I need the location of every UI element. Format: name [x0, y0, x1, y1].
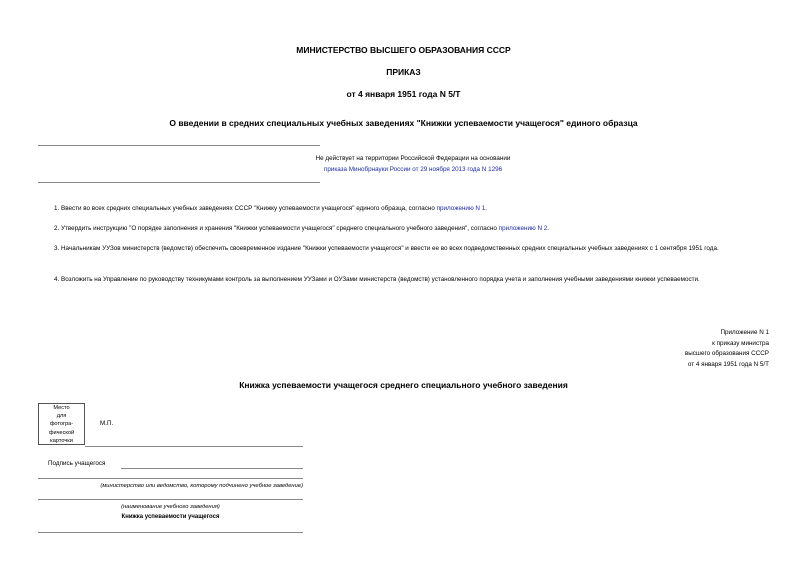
appendix-ref	[685, 328, 769, 370]
photo-line-1: Место	[53, 405, 70, 411]
institution-line	[38, 499, 303, 500]
form-title: Книжка успеваемости учащегося среднего специального учебного заведения	[239, 380, 568, 390]
paragraph-1-text: 1. Ввести во всех средних специальных учебных заведениях СССР "Книжку успеваемости учащегося" единого образца, согласно	[54, 205, 437, 212]
institution-caption: (наименование учебного заведения)	[121, 504, 220, 510]
appendix-2-link[interactable]: приложению N 2	[498, 225, 548, 232]
paragraph-4	[38, 275, 769, 286]
photo-placeholder	[38, 403, 85, 445]
photo-line-4: фической	[48, 429, 75, 436]
divider-bottom	[38, 182, 320, 183]
ministry-title: МИНИСТЕРСТВО ВЫСШЕГО ОБРАЗОВАНИЯ СССР	[296, 45, 511, 55]
photo-line-3: фотогра-	[49, 421, 74, 428]
ministry-caption: (министерство или ведомство, которому подчинено учебное заведение)	[100, 483, 303, 489]
doc-type: ПРИКАЗ	[386, 67, 421, 77]
signature-line	[121, 468, 303, 469]
paragraph-3-text: 3. Начальникам УУЗов министерств (ведомств) обеспечить своевременное издание "Книжки успеваемости учащегося" и ввести ее во всех подведомственных средних специальных учебных заведениях с 1 сентября 1951 года.	[54, 245, 719, 252]
appendix-line-4: от 4 января 1951 года N 5/Т	[687, 360, 769, 368]
appendix-line-3: высшего образования СССР	[684, 350, 769, 357]
booklet-line	[38, 532, 303, 533]
paragraph-2	[38, 224, 769, 235]
ministry-line	[38, 478, 303, 479]
appendix-line-1: Приложение N 1	[720, 329, 769, 336]
stamp-label: М.П.	[100, 420, 114, 427]
signature-label: Подпись учащегося	[48, 460, 106, 467]
appendix-line-2: к приказу министра	[712, 339, 769, 347]
paragraph-3	[38, 244, 769, 255]
photo-line-2: для	[56, 413, 67, 420]
doc-date-number: от 4 января 1951 года N 5/Т	[346, 89, 461, 99]
appendix-1-link[interactable]: приложению N 1	[436, 205, 486, 212]
divider-top	[38, 145, 320, 146]
paragraph-2-end: .	[547, 225, 550, 232]
paragraph-2-text: 2. Утвердить инструкцию "О порядке заполнения и хранения "Книжки успеваемости учащегося" среднего специального учебного заведения", согласно	[54, 225, 499, 232]
photo-baseline	[85, 446, 303, 447]
photo-line-5: карточки	[50, 437, 73, 444]
doc-subject: О введении в средних специальных учебных заведениях "Книжки успеваемости учащегося" единого образца	[169, 118, 638, 128]
notice-text: Не действует на территории Российской Федерации на основании	[315, 155, 511, 162]
booklet-label: Книжка успеваемости учащегося	[121, 514, 220, 520]
paragraph-1-end: .	[485, 205, 487, 212]
paragraph-1	[38, 204, 769, 215]
paragraph-4-text: 4. Возложить на Управление по руководству техникумами контроль за выполнением УУЗами и ОУЗами министерств (ведомств) установленного порядка учета и заполнения учебными заведениями книжки успеваемости.	[54, 276, 700, 283]
notice-link[interactable]: приказа Минобрнауки России от 29 ноября 2013 года N 1296	[323, 166, 503, 173]
